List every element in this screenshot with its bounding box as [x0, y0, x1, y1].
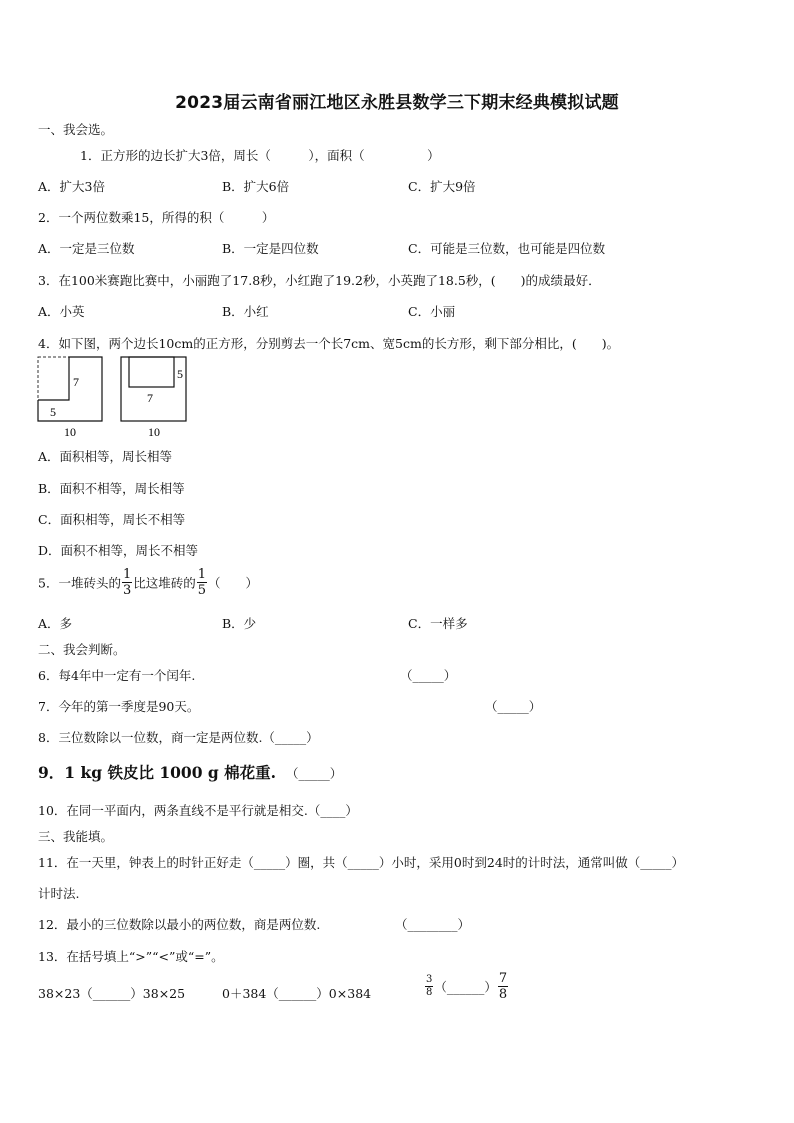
q2-option-c: C．可能是三位数，也可能是四位数: [408, 241, 606, 256]
q5-option-a: A．多: [38, 616, 73, 631]
q5-fraction-1-numerator: 1: [122, 567, 132, 582]
q13-fraction-left-numerator: 3: [426, 974, 433, 985]
q4-figure-2: [121, 357, 186, 438]
question-5: [38, 568, 258, 597]
question-9: [38, 761, 342, 783]
q3-option-a: A．小英: [38, 304, 85, 319]
q4-option-c: C．面积相等，周长不相等: [38, 512, 186, 527]
q5-fraction-2-denominator: 5: [197, 583, 207, 598]
q5-option-b: B．少: [222, 616, 257, 631]
question-6: 6．每4年中一定有一个闰年.: [38, 668, 196, 683]
fig1-label-base: 10: [64, 425, 76, 438]
question-10: 10．在同一平面内，两条直线不是平行就是相交.（____）: [38, 803, 358, 818]
q9-answer-blank: （_____）: [286, 766, 343, 781]
q2-option-a: A．一定是三位数: [38, 241, 135, 256]
q4-option-b: B．面积不相等，周长相等: [38, 481, 185, 496]
q4-option-a: A．面积相等，周长相等: [38, 449, 173, 464]
q5-fraction-2-numerator: 1: [197, 567, 207, 582]
q12-answer-blank: （________）: [395, 917, 471, 932]
question-7: 7．今年的第一季度是90天。: [38, 699, 200, 714]
question-11-continued: 计时法.: [38, 886, 80, 901]
q9-text: 9．1 kg 铁皮比 1000 g 棉花重.: [38, 763, 277, 782]
question-1: 1．正方形的边长扩大3倍，周长（ ），面积（ ）: [80, 148, 440, 163]
fig1-label-bottom: 5: [50, 405, 56, 419]
page-title: 2023届云南省丽江地区永胜县数学三下期末经典模拟试题: [175, 93, 619, 113]
q4-figure: [36, 356, 196, 438]
q5-fraction-1: [122, 568, 132, 597]
q13-comparison-3-blank: （______）: [434, 979, 497, 995]
q13-comparison-3: [424, 972, 509, 1001]
q5-option-c: C．一样多: [408, 616, 468, 631]
question-8: 8．三位数除以一位数，商一定是两位数.（_____）: [38, 730, 319, 745]
section-heading-fill: 三、我能填。: [38, 829, 114, 844]
question-12: 12．最小的三位数除以最小的两位数，商是两位数.: [38, 917, 321, 932]
fig1-label-side: 7: [73, 375, 79, 389]
fig2-label-side: 5: [177, 367, 183, 381]
q13-comparison-2: 0＋384（______）0×384: [222, 986, 372, 1001]
q5-text-post: （ ）: [208, 575, 259, 591]
q13-comparison-1: 38×23（______）38×25: [38, 986, 186, 1001]
q5-text-pre: 5．一堆砖头的: [38, 575, 121, 591]
question-2: 2．一个两位数乘15，所得的积（ ）: [38, 210, 275, 225]
fig2-label-base: 10: [148, 425, 160, 438]
q1-option-a: A．扩大3倍: [38, 179, 105, 194]
q4-option-d: D．面积不相等，周长不相等: [38, 543, 199, 558]
q3-option-b: B．小红: [222, 304, 269, 319]
q13-fraction-left-denominator: 8: [426, 987, 433, 998]
fig2-label-inner: 7: [147, 391, 153, 405]
question-3: 3．在100米赛跑比赛中，小丽跑了17.8秒，小红跑了19.2秒，小英跑了18.5秒，( )的成绩最好．: [38, 273, 601, 288]
q4-figure-1: [38, 357, 102, 438]
q1-option-b: B．扩大6倍: [222, 179, 290, 194]
q13-fraction-right-denominator: 8: [498, 987, 508, 1002]
section-heading-judge: 二、我会判断。: [38, 642, 126, 657]
section-heading-choice: 一、我会选。: [38, 122, 114, 137]
question-11: 11．在一天里，钟表上的时针正好走（_____）圈，共（_____）小时，采用0时到24时的计时法，通常叫做（_____）: [38, 855, 685, 870]
question-4: 4．如下图，两个边长10cm的正方形，分别剪去一个长7cm、宽5cm的长方形，剩下部分相比，( )。: [38, 336, 620, 351]
q1-option-c: C．扩大9倍: [408, 179, 476, 194]
q7-answer-blank: （_____）: [485, 699, 542, 714]
question-13: 13．在括号填上“>”“<”或“=”。: [38, 949, 224, 964]
q13-fraction-right: [498, 972, 508, 1001]
q5-fraction-2: [197, 568, 207, 597]
q6-answer-blank: （_____）: [400, 668, 457, 683]
q13-fraction-left: [425, 975, 433, 998]
q3-option-c: C．小丽: [408, 304, 456, 319]
q2-option-b: B．一定是四位数: [222, 241, 319, 256]
q5-text-mid: 比这堆砖的: [133, 575, 196, 591]
q5-fraction-1-denominator: 3: [122, 583, 132, 598]
q13-fraction-right-numerator: 7: [498, 971, 508, 986]
